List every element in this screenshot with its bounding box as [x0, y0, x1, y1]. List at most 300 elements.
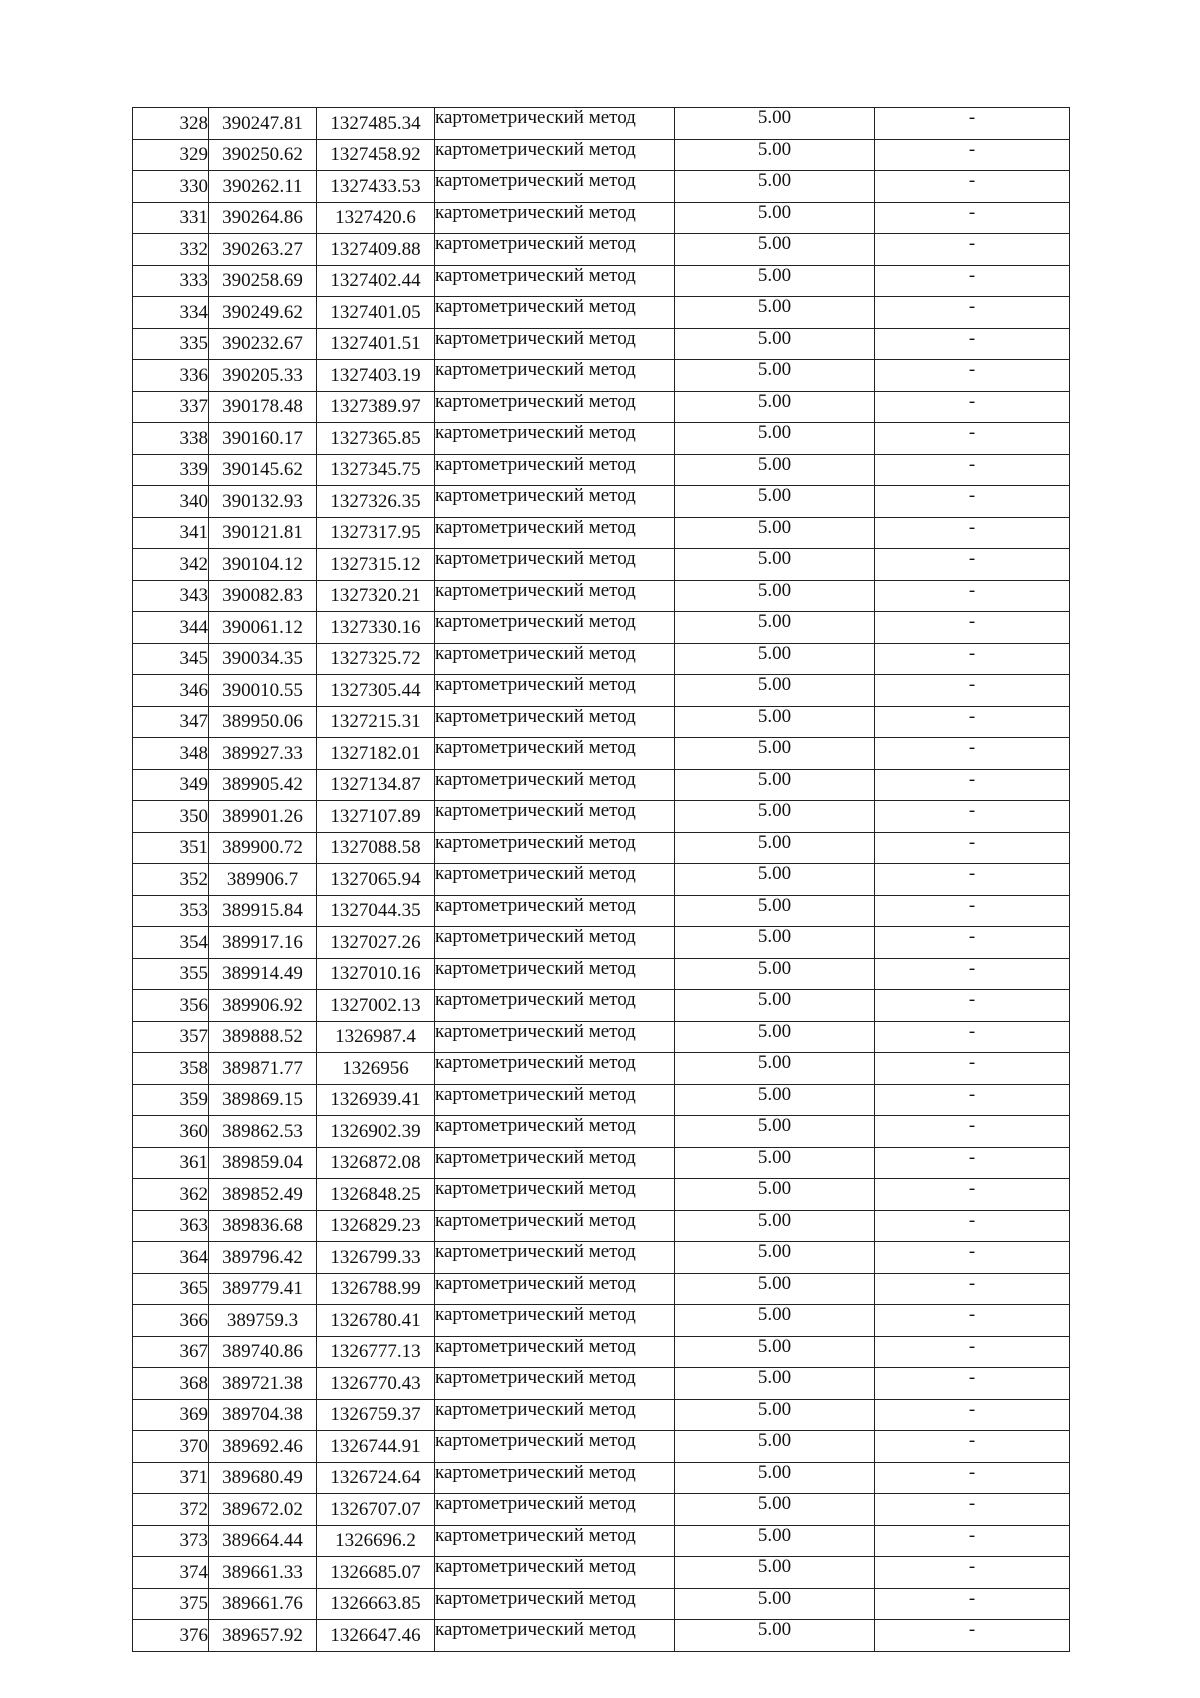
note-cell: -	[875, 391, 1070, 423]
accuracy-cell: 5.00	[675, 1399, 875, 1431]
accuracy-cell: 5.00	[675, 832, 875, 864]
x-coordinate-cell: 389779.41	[209, 1273, 317, 1305]
x-coordinate-cell: 390247.81	[209, 108, 317, 140]
method-cell: картометрический метод	[435, 1557, 675, 1589]
note-cell: -	[875, 328, 1070, 360]
x-coordinate-cell: 390249.62	[209, 297, 317, 329]
point-number-cell: 370	[133, 1431, 209, 1463]
x-coordinate-cell: 389900.72	[209, 832, 317, 864]
table-row	[133, 265, 1070, 297]
table-row	[133, 580, 1070, 612]
point-number-cell: 344	[133, 612, 209, 644]
accuracy-cell: 5.00	[675, 423, 875, 455]
point-number-cell: 364	[133, 1242, 209, 1274]
note-cell: -	[875, 1462, 1070, 1494]
accuracy-cell: 5.00	[675, 1021, 875, 1053]
note-cell: -	[875, 1084, 1070, 1116]
method-cell: картометрический метод	[435, 391, 675, 423]
accuracy-cell: 5.00	[675, 1557, 875, 1589]
table-row	[133, 927, 1070, 959]
accuracy-cell: 5.00	[675, 990, 875, 1022]
x-coordinate-cell: 390132.93	[209, 486, 317, 518]
y-coordinate-cell: 1327027.26	[317, 927, 435, 959]
method-cell: картометрический метод	[435, 265, 675, 297]
accuracy-cell: 5.00	[675, 486, 875, 518]
y-coordinate-cell: 1327365.85	[317, 423, 435, 455]
point-number-cell: 341	[133, 517, 209, 549]
point-number-cell: 365	[133, 1273, 209, 1305]
table-row	[133, 990, 1070, 1022]
method-cell: картометрический метод	[435, 643, 675, 675]
y-coordinate-cell: 1327088.58	[317, 832, 435, 864]
method-cell: картометрический метод	[435, 1242, 675, 1274]
y-coordinate-cell: 1327458.92	[317, 139, 435, 171]
table-row	[133, 801, 1070, 833]
method-cell: картометрический метод	[435, 1462, 675, 1494]
x-coordinate-cell: 390258.69	[209, 265, 317, 297]
note-cell: -	[875, 1179, 1070, 1211]
table-row	[133, 1399, 1070, 1431]
note-cell: -	[875, 1053, 1070, 1085]
y-coordinate-cell: 1327485.34	[317, 108, 435, 140]
method-cell: картометрический метод	[435, 1084, 675, 1116]
accuracy-cell: 5.00	[675, 1116, 875, 1148]
method-cell: картометрический метод	[435, 1273, 675, 1305]
x-coordinate-cell: 389740.86	[209, 1336, 317, 1368]
table-row	[133, 1620, 1070, 1652]
y-coordinate-cell: 1327010.16	[317, 958, 435, 990]
x-coordinate-cell: 390145.62	[209, 454, 317, 486]
method-cell: картометрический метод	[435, 1620, 675, 1652]
point-number-cell: 336	[133, 360, 209, 392]
table-row	[133, 1116, 1070, 1148]
point-number-cell: 329	[133, 139, 209, 171]
note-cell: -	[875, 1368, 1070, 1400]
point-number-cell: 347	[133, 706, 209, 738]
y-coordinate-cell: 1327325.72	[317, 643, 435, 675]
point-number-cell: 368	[133, 1368, 209, 1400]
x-coordinate-cell: 389657.92	[209, 1620, 317, 1652]
accuracy-cell: 5.00	[675, 1336, 875, 1368]
method-cell: картометрический метод	[435, 1021, 675, 1053]
method-cell: картометрический метод	[435, 486, 675, 518]
accuracy-cell: 5.00	[675, 1462, 875, 1494]
table-row	[133, 1557, 1070, 1589]
table-row	[133, 1210, 1070, 1242]
accuracy-cell: 5.00	[675, 864, 875, 896]
method-cell: картометрический метод	[435, 1179, 675, 1211]
point-number-cell: 354	[133, 927, 209, 959]
point-number-cell: 340	[133, 486, 209, 518]
point-number-cell: 343	[133, 580, 209, 612]
method-cell: картометрический метод	[435, 706, 675, 738]
note-cell: -	[875, 517, 1070, 549]
accuracy-cell: 5.00	[675, 1525, 875, 1557]
x-coordinate-cell: 389692.46	[209, 1431, 317, 1463]
point-number-cell: 331	[133, 202, 209, 234]
y-coordinate-cell: 1327326.35	[317, 486, 435, 518]
x-coordinate-cell: 389869.15	[209, 1084, 317, 1116]
y-coordinate-cell: 1327317.95	[317, 517, 435, 549]
point-number-cell: 353	[133, 895, 209, 927]
table-row	[133, 1494, 1070, 1526]
x-coordinate-cell: 389901.26	[209, 801, 317, 833]
method-cell: картометрический метод	[435, 958, 675, 990]
x-coordinate-cell: 389661.33	[209, 1557, 317, 1589]
x-coordinate-cell: 389927.33	[209, 738, 317, 770]
note-cell: -	[875, 265, 1070, 297]
y-coordinate-cell: 1326685.07	[317, 1557, 435, 1589]
table-row	[133, 612, 1070, 644]
table-row	[133, 1462, 1070, 1494]
note-cell: -	[875, 1525, 1070, 1557]
note-cell: -	[875, 1242, 1070, 1274]
accuracy-cell: 5.00	[675, 927, 875, 959]
point-number-cell: 363	[133, 1210, 209, 1242]
note-cell: -	[875, 1431, 1070, 1463]
accuracy-cell: 5.00	[675, 958, 875, 990]
y-coordinate-cell: 1326799.33	[317, 1242, 435, 1274]
note-cell: -	[875, 1588, 1070, 1620]
accuracy-cell: 5.00	[675, 895, 875, 927]
method-cell: картометрический метод	[435, 108, 675, 140]
method-cell: картометрический метод	[435, 1053, 675, 1085]
point-number-cell: 328	[133, 108, 209, 140]
y-coordinate-cell: 1326788.99	[317, 1273, 435, 1305]
accuracy-cell: 5.00	[675, 297, 875, 329]
y-coordinate-cell: 1326777.13	[317, 1336, 435, 1368]
method-cell: картометрический метод	[435, 580, 675, 612]
table-row	[133, 738, 1070, 770]
method-cell: картометрический метод	[435, 1147, 675, 1179]
point-number-cell: 351	[133, 832, 209, 864]
method-cell: картометрический метод	[435, 1588, 675, 1620]
note-cell: -	[875, 675, 1070, 707]
y-coordinate-cell: 1326724.64	[317, 1462, 435, 1494]
note-cell: -	[875, 139, 1070, 171]
x-coordinate-cell: 390205.33	[209, 360, 317, 392]
y-coordinate-cell: 1326872.08	[317, 1147, 435, 1179]
method-cell: картометрический метод	[435, 360, 675, 392]
x-coordinate-cell: 389759.3	[209, 1305, 317, 1337]
table-row	[133, 1431, 1070, 1463]
method-cell: картометрический метод	[435, 1116, 675, 1148]
accuracy-cell: 5.00	[675, 738, 875, 770]
x-coordinate-cell: 390262.11	[209, 171, 317, 203]
point-number-cell: 333	[133, 265, 209, 297]
x-coordinate-cell: 389871.77	[209, 1053, 317, 1085]
point-number-cell: 367	[133, 1336, 209, 1368]
y-coordinate-cell: 1327002.13	[317, 990, 435, 1022]
y-coordinate-cell: 1326770.43	[317, 1368, 435, 1400]
x-coordinate-cell: 389852.49	[209, 1179, 317, 1211]
method-cell: картометрический метод	[435, 1494, 675, 1526]
method-cell: картометрический метод	[435, 328, 675, 360]
point-number-cell: 362	[133, 1179, 209, 1211]
method-cell: картометрический метод	[435, 517, 675, 549]
point-number-cell: 358	[133, 1053, 209, 1085]
accuracy-cell: 5.00	[675, 1179, 875, 1211]
note-cell: -	[875, 612, 1070, 644]
method-cell: картометрический метод	[435, 1336, 675, 1368]
accuracy-cell: 5.00	[675, 1368, 875, 1400]
table-row	[133, 1588, 1070, 1620]
note-cell: -	[875, 1210, 1070, 1242]
method-cell: картометрический метод	[435, 612, 675, 644]
x-coordinate-cell: 390250.62	[209, 139, 317, 171]
accuracy-cell: 5.00	[675, 108, 875, 140]
accuracy-cell: 5.00	[675, 202, 875, 234]
note-cell: -	[875, 1021, 1070, 1053]
accuracy-cell: 5.00	[675, 1273, 875, 1305]
x-coordinate-cell: 389661.76	[209, 1588, 317, 1620]
point-number-cell: 337	[133, 391, 209, 423]
accuracy-cell: 5.00	[675, 391, 875, 423]
x-coordinate-cell: 390061.12	[209, 612, 317, 644]
accuracy-cell: 5.00	[675, 1147, 875, 1179]
point-number-cell: 346	[133, 675, 209, 707]
table-row	[133, 958, 1070, 990]
table-row	[133, 202, 1070, 234]
method-cell: картометрический метод	[435, 927, 675, 959]
table-row	[133, 706, 1070, 738]
point-number-cell: 342	[133, 549, 209, 581]
point-number-cell: 361	[133, 1147, 209, 1179]
x-coordinate-cell: 389917.16	[209, 927, 317, 959]
accuracy-cell: 5.00	[675, 1305, 875, 1337]
y-coordinate-cell: 1327401.51	[317, 328, 435, 360]
note-cell: -	[875, 1399, 1070, 1431]
y-coordinate-cell: 1327065.94	[317, 864, 435, 896]
point-number-cell: 375	[133, 1588, 209, 1620]
x-coordinate-cell: 390121.81	[209, 517, 317, 549]
table-row	[133, 1525, 1070, 1557]
table-row	[133, 1305, 1070, 1337]
accuracy-cell: 5.00	[675, 360, 875, 392]
table-row	[133, 1273, 1070, 1305]
x-coordinate-cell: 389796.42	[209, 1242, 317, 1274]
point-number-cell: 371	[133, 1462, 209, 1494]
note-cell: -	[875, 990, 1070, 1022]
note-cell: -	[875, 1557, 1070, 1589]
y-coordinate-cell: 1326707.07	[317, 1494, 435, 1526]
point-number-cell: 330	[133, 171, 209, 203]
x-coordinate-cell: 389836.68	[209, 1210, 317, 1242]
y-coordinate-cell: 1326744.91	[317, 1431, 435, 1463]
accuracy-cell: 5.00	[675, 1084, 875, 1116]
note-cell: -	[875, 1273, 1070, 1305]
point-number-cell: 334	[133, 297, 209, 329]
x-coordinate-cell: 390034.35	[209, 643, 317, 675]
y-coordinate-cell: 1327330.16	[317, 612, 435, 644]
accuracy-cell: 5.00	[675, 643, 875, 675]
table-row	[133, 1053, 1070, 1085]
x-coordinate-cell: 389672.02	[209, 1494, 317, 1526]
x-coordinate-cell: 390082.83	[209, 580, 317, 612]
x-coordinate-cell: 390232.67	[209, 328, 317, 360]
note-cell: -	[875, 423, 1070, 455]
method-cell: картометрический метод	[435, 139, 675, 171]
note-cell: -	[875, 958, 1070, 990]
point-number-cell: 357	[133, 1021, 209, 1053]
accuracy-cell: 5.00	[675, 769, 875, 801]
point-number-cell: 332	[133, 234, 209, 266]
note-cell: -	[875, 1116, 1070, 1148]
point-number-cell: 373	[133, 1525, 209, 1557]
x-coordinate-cell: 389950.06	[209, 706, 317, 738]
note-cell: -	[875, 1620, 1070, 1652]
y-coordinate-cell: 1326956	[317, 1053, 435, 1085]
accuracy-cell: 5.00	[675, 801, 875, 833]
x-coordinate-cell: 389680.49	[209, 1462, 317, 1494]
y-coordinate-cell: 1327044.35	[317, 895, 435, 927]
method-cell: картометрический метод	[435, 1399, 675, 1431]
table-row	[133, 1368, 1070, 1400]
point-number-cell: 352	[133, 864, 209, 896]
y-coordinate-cell: 1327402.44	[317, 265, 435, 297]
note-cell: -	[875, 297, 1070, 329]
note-cell: -	[875, 1336, 1070, 1368]
table-row	[133, 1242, 1070, 1274]
point-number-cell: 339	[133, 454, 209, 486]
x-coordinate-cell: 389906.7	[209, 864, 317, 896]
table-row	[133, 486, 1070, 518]
y-coordinate-cell: 1326647.46	[317, 1620, 435, 1652]
table-row	[133, 517, 1070, 549]
y-coordinate-cell: 1327420.6	[317, 202, 435, 234]
note-cell: -	[875, 769, 1070, 801]
method-cell: картометрический метод	[435, 454, 675, 486]
y-coordinate-cell: 1326780.41	[317, 1305, 435, 1337]
table-row	[133, 108, 1070, 140]
y-coordinate-cell: 1326902.39	[317, 1116, 435, 1148]
y-coordinate-cell: 1326759.37	[317, 1399, 435, 1431]
method-cell: картометрический метод	[435, 423, 675, 455]
note-cell: -	[875, 234, 1070, 266]
table-row	[133, 895, 1070, 927]
note-cell: -	[875, 549, 1070, 581]
point-number-cell: 376	[133, 1620, 209, 1652]
x-coordinate-cell: 389888.52	[209, 1021, 317, 1053]
note-cell: -	[875, 108, 1070, 140]
y-coordinate-cell: 1326696.2	[317, 1525, 435, 1557]
method-cell: картометрический метод	[435, 1368, 675, 1400]
note-cell: -	[875, 486, 1070, 518]
y-coordinate-cell: 1327403.19	[317, 360, 435, 392]
point-number-cell: 356	[133, 990, 209, 1022]
point-number-cell: 350	[133, 801, 209, 833]
note-cell: -	[875, 454, 1070, 486]
accuracy-cell: 5.00	[675, 1210, 875, 1242]
y-coordinate-cell: 1327182.01	[317, 738, 435, 770]
method-cell: картометрический метод	[435, 1431, 675, 1463]
note-cell: -	[875, 580, 1070, 612]
table-row	[133, 328, 1070, 360]
note-cell: -	[875, 171, 1070, 203]
method-cell: картометрический метод	[435, 1525, 675, 1557]
method-cell: картометрический метод	[435, 864, 675, 896]
table-row	[133, 391, 1070, 423]
table-row	[133, 1084, 1070, 1116]
note-cell: -	[875, 1494, 1070, 1526]
method-cell: картометрический метод	[435, 895, 675, 927]
accuracy-cell: 5.00	[675, 612, 875, 644]
x-coordinate-cell: 390160.17	[209, 423, 317, 455]
point-number-cell: 360	[133, 1116, 209, 1148]
table-row	[133, 549, 1070, 581]
table-row	[133, 171, 1070, 203]
note-cell: -	[875, 643, 1070, 675]
point-number-cell: 349	[133, 769, 209, 801]
note-cell: -	[875, 1305, 1070, 1337]
table-row	[133, 297, 1070, 329]
x-coordinate-cell: 390264.86	[209, 202, 317, 234]
y-coordinate-cell: 1326939.41	[317, 1084, 435, 1116]
method-cell: картометрический метод	[435, 769, 675, 801]
accuracy-cell: 5.00	[675, 517, 875, 549]
note-cell: -	[875, 864, 1070, 896]
x-coordinate-cell: 389905.42	[209, 769, 317, 801]
accuracy-cell: 5.00	[675, 1494, 875, 1526]
note-cell: -	[875, 706, 1070, 738]
y-coordinate-cell: 1326829.23	[317, 1210, 435, 1242]
x-coordinate-cell: 389862.53	[209, 1116, 317, 1148]
x-coordinate-cell: 390010.55	[209, 675, 317, 707]
point-number-cell: 374	[133, 1557, 209, 1589]
x-coordinate-cell: 389906.92	[209, 990, 317, 1022]
note-cell: -	[875, 895, 1070, 927]
x-coordinate-cell: 390263.27	[209, 234, 317, 266]
accuracy-cell: 5.00	[675, 706, 875, 738]
x-coordinate-cell: 390104.12	[209, 549, 317, 581]
table-row	[133, 423, 1070, 455]
y-coordinate-cell: 1327215.31	[317, 706, 435, 738]
note-cell: -	[875, 801, 1070, 833]
table-row	[133, 675, 1070, 707]
y-coordinate-cell: 1326848.25	[317, 1179, 435, 1211]
y-coordinate-cell: 1327315.12	[317, 549, 435, 581]
accuracy-cell: 5.00	[675, 580, 875, 612]
table-row	[133, 1336, 1070, 1368]
accuracy-cell: 5.00	[675, 171, 875, 203]
y-coordinate-cell: 1327134.87	[317, 769, 435, 801]
x-coordinate-cell: 389664.44	[209, 1525, 317, 1557]
method-cell: картометрический метод	[435, 738, 675, 770]
table-row	[133, 1179, 1070, 1211]
accuracy-cell: 5.00	[675, 328, 875, 360]
method-cell: картометрический метод	[435, 801, 675, 833]
point-number-cell: 338	[133, 423, 209, 455]
y-coordinate-cell: 1327320.21	[317, 580, 435, 612]
table-row	[133, 234, 1070, 266]
accuracy-cell: 5.00	[675, 265, 875, 297]
method-cell: картометрический метод	[435, 202, 675, 234]
y-coordinate-cell: 1327345.75	[317, 454, 435, 486]
accuracy-cell: 5.00	[675, 454, 875, 486]
x-coordinate-cell: 389914.49	[209, 958, 317, 990]
accuracy-cell: 5.00	[675, 675, 875, 707]
note-cell: -	[875, 202, 1070, 234]
point-number-cell: 335	[133, 328, 209, 360]
table-row	[133, 454, 1070, 486]
table-row	[133, 643, 1070, 675]
y-coordinate-cell: 1327305.44	[317, 675, 435, 707]
x-coordinate-cell: 389704.38	[209, 1399, 317, 1431]
y-coordinate-cell: 1327389.97	[317, 391, 435, 423]
accuracy-cell: 5.00	[675, 1588, 875, 1620]
method-cell: картометрический метод	[435, 549, 675, 581]
table-row	[133, 1147, 1070, 1179]
